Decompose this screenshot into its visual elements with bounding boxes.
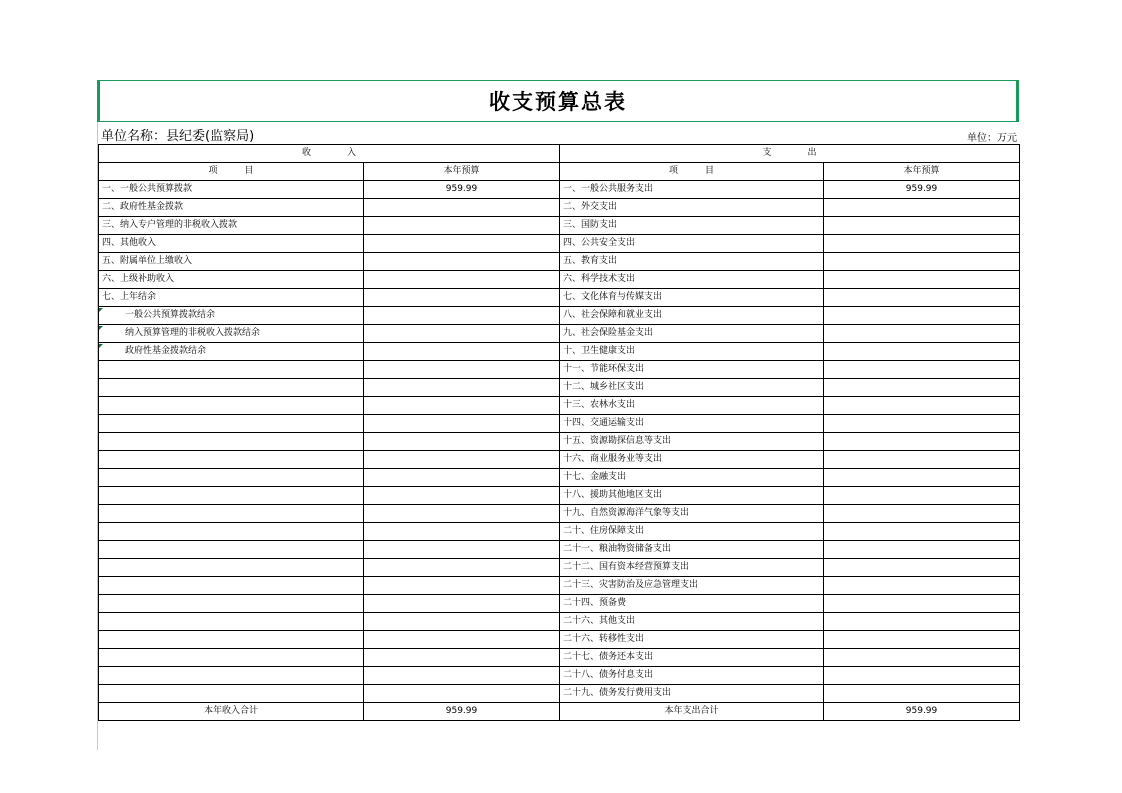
table-row [99, 253, 1020, 271]
income-value-cell [364, 199, 560, 217]
table-row [99, 685, 1020, 703]
income-value-cell [364, 487, 560, 505]
income-item-cell: 纳入预算管理的非税收入拨款结余 [99, 325, 364, 343]
budget-sheet [97, 80, 1019, 721]
expense-value-cell [824, 595, 1020, 613]
unit-measure: 单位：万元 [967, 133, 1017, 144]
income-item-cell [99, 541, 364, 559]
income-item-cell [99, 595, 364, 613]
expense-total-label: 本年支出合计 [560, 703, 824, 721]
expense-value-cell [824, 577, 1020, 595]
table-row [99, 271, 1020, 289]
expense-item-cell: 十三、农林水支出 [560, 397, 824, 415]
table-row [99, 523, 1020, 541]
cell-comment-marker [99, 344, 104, 349]
expense-item-cell: 十五、资源勘探信息等支出 [560, 433, 824, 451]
expense-item-cell: 十九、自然资源海洋气象等支出 [560, 505, 824, 523]
income-value-cell [364, 685, 560, 703]
income-item-cell: 六、上级补助收入 [99, 271, 364, 289]
income-value-cell [364, 559, 560, 577]
table-row [99, 379, 1020, 397]
expense-value-cell [824, 199, 1020, 217]
income-item-cell: 一、一般公共预算拨款 [99, 181, 364, 199]
table-header-row [99, 145, 1020, 163]
income-value-cell [364, 631, 560, 649]
income-item-cell [99, 613, 364, 631]
income-item-cell: 一般公共预算拨款结余 [99, 307, 364, 325]
table-row [99, 235, 1020, 253]
income-item-cell [99, 505, 364, 523]
income-value-cell [364, 271, 560, 289]
income-total-label: 本年收入合计 [99, 703, 364, 721]
expense-item-cell: 一、一般公共服务支出 [560, 181, 824, 199]
expense-value-cell [824, 667, 1020, 685]
table-row [99, 199, 1020, 217]
income-total-value: 959.99 [364, 703, 560, 721]
table-row [99, 505, 1020, 523]
income-value-cell [364, 217, 560, 235]
expense-value-cell [824, 325, 1020, 343]
table-row [99, 577, 1020, 595]
income-item-cell [99, 433, 364, 451]
expense-item-cell: 十一、节能环保支出 [560, 361, 824, 379]
expense-value-cell [824, 253, 1020, 271]
expense-item-cell: 二、外交支出 [560, 199, 824, 217]
expense-item-cell: 十二、城乡社区支出 [560, 379, 824, 397]
income-item-cell: 二、政府性基金拨款 [99, 199, 364, 217]
expense-item-cell: 五、教育支出 [560, 253, 824, 271]
income-value-cell [364, 397, 560, 415]
expense-item-cell: 十四、交通运输支出 [560, 415, 824, 433]
expense-value-cell [824, 343, 1020, 361]
income-item-cell [99, 379, 364, 397]
expense-value-cell [824, 271, 1020, 289]
table-row [99, 667, 1020, 685]
cell-comment-marker [99, 326, 104, 331]
income-item-cell [99, 523, 364, 541]
income-budget-header: 本年预算 [364, 163, 560, 181]
expense-value-cell: 959.99 [824, 181, 1020, 199]
table-row [99, 631, 1020, 649]
income-value-cell [364, 667, 560, 685]
expense-value-cell [824, 469, 1020, 487]
title-box [97, 80, 1019, 122]
table-row [99, 415, 1020, 433]
income-item-cell: 三、纳入专户管理的非税收入拨款 [99, 217, 364, 235]
table-row [99, 325, 1020, 343]
expense-value-cell [824, 559, 1020, 577]
expense-value-cell [824, 451, 1020, 469]
cell-comment-marker [99, 308, 104, 313]
expense-total-value: 959.99 [824, 703, 1020, 721]
income-item-cell [99, 649, 364, 667]
expense-item-cell: 十七、金融支出 [560, 469, 824, 487]
table-row [99, 307, 1020, 325]
expense-item-cell: 十、卫生健康支出 [560, 343, 824, 361]
table-row [99, 361, 1020, 379]
expense-value-cell [824, 217, 1020, 235]
expense-item-cell: 十八、援助其他地区支出 [560, 487, 824, 505]
expense-item-cell: 九、社会保险基金支出 [560, 325, 824, 343]
table-row [99, 487, 1020, 505]
table-row [99, 595, 1020, 613]
table-row [99, 181, 1020, 199]
expense-item-cell: 二十四、预备费 [560, 595, 824, 613]
table-row [99, 433, 1020, 451]
income-value-cell [364, 595, 560, 613]
expense-value-cell [824, 379, 1020, 397]
table-row [99, 559, 1020, 577]
income-item-cell [99, 487, 364, 505]
income-value-cell [364, 289, 560, 307]
income-value-cell [364, 541, 560, 559]
income-item-cell [99, 559, 364, 577]
income-item-cell [99, 469, 364, 487]
expense-item-cell: 二十八、债务付息支出 [560, 667, 824, 685]
expense-value-cell [824, 685, 1020, 703]
income-item-cell [99, 577, 364, 595]
income-item-cell [99, 451, 364, 469]
expense-value-cell [824, 361, 1020, 379]
table-row [99, 469, 1020, 487]
income-value-cell [364, 415, 560, 433]
table-row [99, 343, 1020, 361]
budget-table [98, 144, 1020, 721]
income-value-cell [364, 343, 560, 361]
table-row [99, 451, 1020, 469]
expense-value-cell [824, 631, 1020, 649]
income-item-cell [99, 667, 364, 685]
expense-item-cell: 二十六、其他支出 [560, 613, 824, 631]
income-value-cell [364, 379, 560, 397]
income-value-cell [364, 307, 560, 325]
meta-row [97, 122, 1019, 144]
expense-value-cell [824, 289, 1020, 307]
expense-value-cell [824, 523, 1020, 541]
table-row [99, 541, 1020, 559]
income-value-cell [364, 433, 560, 451]
income-value-cell [364, 649, 560, 667]
income-value-cell [364, 235, 560, 253]
income-value-cell [364, 523, 560, 541]
table-row [99, 289, 1020, 307]
expense-item-header: 项 目 [560, 163, 824, 181]
income-value-cell [364, 325, 560, 343]
expense-value-cell [824, 307, 1020, 325]
unit-name: 单位名称：县纪委(监察局) [101, 129, 255, 144]
income-item-cell: 五、附属单位上缴收入 [99, 253, 364, 271]
income-header: 收 入 [99, 145, 560, 163]
expense-value-cell [824, 487, 1020, 505]
expense-item-cell: 四、公共安全支出 [560, 235, 824, 253]
income-value-cell [364, 505, 560, 523]
income-item-cell [99, 397, 364, 415]
expense-item-cell: 二十、住房保障支出 [560, 523, 824, 541]
income-item-cell: 四、其他收入 [99, 235, 364, 253]
income-item-cell [99, 685, 364, 703]
income-item-cell: 政府性基金拨款结余 [99, 343, 364, 361]
expense-header: 支 出 [560, 145, 1020, 163]
expense-item-cell: 八、社会保障和就业支出 [560, 307, 824, 325]
income-item-cell: 七、上年结余 [99, 289, 364, 307]
expense-item-cell: 十六、商业服务业等支出 [560, 451, 824, 469]
expense-value-cell [824, 541, 1020, 559]
table-row [99, 397, 1020, 415]
expense-item-cell: 二十七、债务还本支出 [560, 649, 824, 667]
income-item-cell [99, 631, 364, 649]
expense-value-cell [824, 649, 1020, 667]
expense-value-cell [824, 235, 1020, 253]
page-title: 收支预算总表 [489, 90, 627, 114]
income-value-cell: 959.99 [364, 181, 560, 199]
income-value-cell [364, 253, 560, 271]
budget-table-body [99, 145, 1020, 721]
expense-item-cell: 二十二、国有资本经营预算支出 [560, 559, 824, 577]
income-value-cell [364, 577, 560, 595]
expense-item-cell: 七、文化体育与传媒支出 [560, 289, 824, 307]
expense-item-cell: 二十六、转移性支出 [560, 631, 824, 649]
expense-value-cell [824, 613, 1020, 631]
expense-item-cell: 二十三、灾害防治及应急管理支出 [560, 577, 824, 595]
income-item-cell [99, 415, 364, 433]
expense-value-cell [824, 397, 1020, 415]
totals-row [99, 703, 1020, 721]
expense-item-cell: 二十一、粮油物资储备支出 [560, 541, 824, 559]
income-value-cell [364, 451, 560, 469]
expense-value-cell [824, 415, 1020, 433]
income-value-cell [364, 361, 560, 379]
table-row [99, 613, 1020, 631]
expense-budget-header: 本年预算 [824, 163, 1020, 181]
expense-value-cell [824, 433, 1020, 451]
expense-item-cell: 三、国防支出 [560, 217, 824, 235]
income-value-cell [364, 613, 560, 631]
expense-item-cell: 二十九、债务发行费用支出 [560, 685, 824, 703]
income-value-cell [364, 469, 560, 487]
expense-value-cell [824, 505, 1020, 523]
income-item-header: 项 目 [99, 163, 364, 181]
income-item-cell [99, 361, 364, 379]
table-row [99, 649, 1020, 667]
table-row [99, 217, 1020, 235]
table-subheader-row [99, 163, 1020, 181]
expense-item-cell: 六、科学技术支出 [560, 271, 824, 289]
